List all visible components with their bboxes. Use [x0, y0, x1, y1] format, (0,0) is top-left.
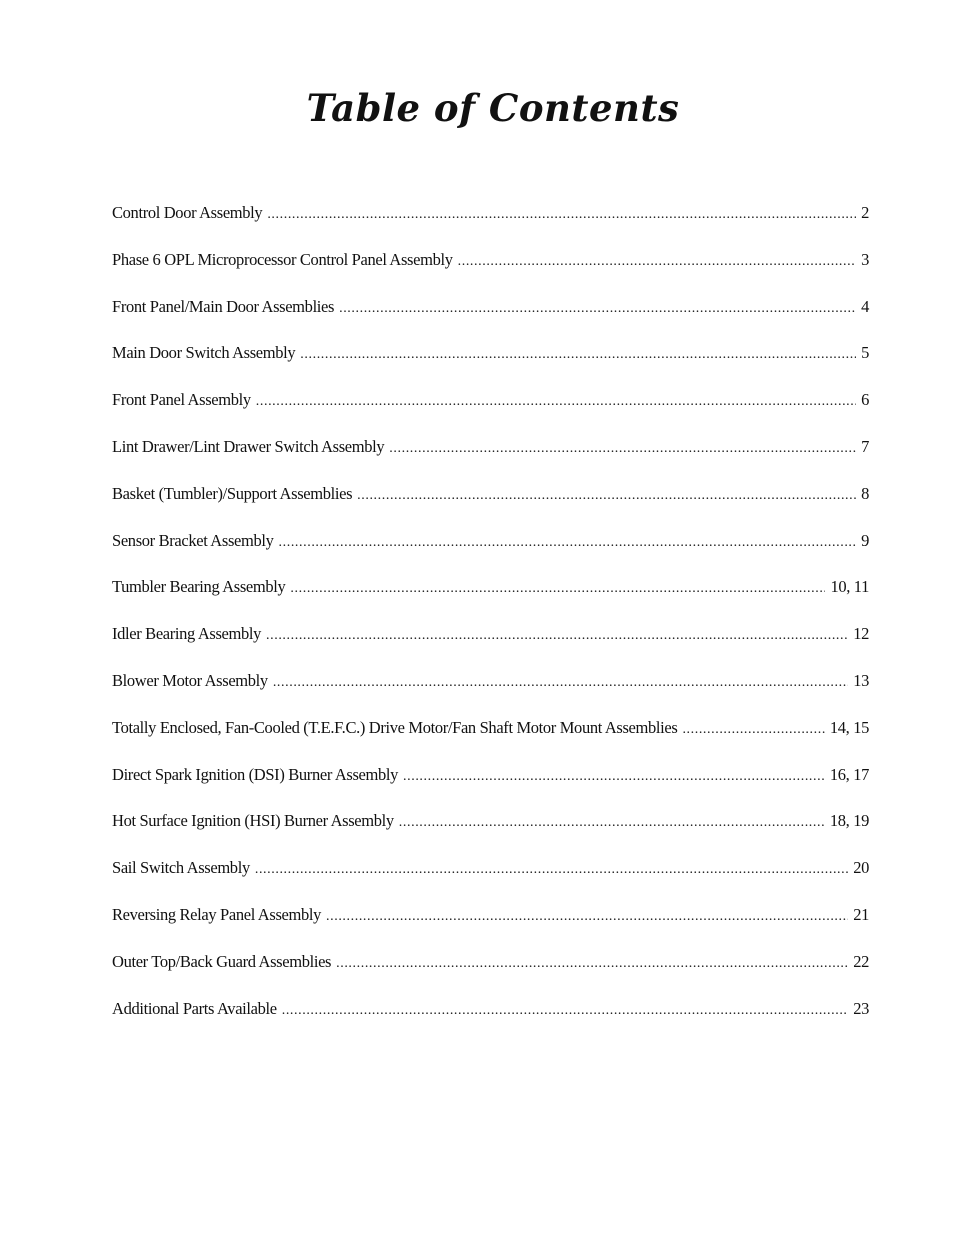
- toc-entry-main-door-switch[interactable]: [112, 343, 869, 390]
- dot-leader: [389, 441, 856, 457]
- toc-entry-page: 8: [861, 483, 869, 503]
- toc-entry-title: Front Panel Assembly: [112, 390, 251, 410]
- dot-leader: [282, 1003, 848, 1019]
- toc-entry-tefc-drive-motor[interactable]: [112, 718, 869, 765]
- dot-leader: [403, 769, 825, 785]
- toc-entry-page: 9: [861, 530, 869, 550]
- toc-entry-title: Lint Drawer/Lint Drawer Switch Assembly: [112, 436, 385, 456]
- toc-entry-title: Sensor Bracket Assembly: [112, 530, 274, 550]
- dot-leader: [339, 301, 856, 317]
- toc-entry-title: Reversing Relay Panel Assembly: [112, 904, 322, 924]
- toc-entry-title: Front Panel/Main Door Assemblies: [112, 296, 335, 316]
- dot-leader: [458, 254, 856, 270]
- toc-entry-title: Additional Parts Available: [112, 998, 277, 1018]
- toc-entry-page: 4: [861, 296, 869, 316]
- toc-entry-idler-bearing[interactable]: [112, 624, 869, 671]
- toc-entry-basket-support[interactable]: [112, 484, 869, 531]
- toc-entry-title: Sail Switch Assembly: [112, 858, 250, 878]
- toc-entry-page: 2: [861, 203, 869, 222]
- toc-entry-title: Control Door Assembly: [112, 203, 263, 222]
- dot-leader: [266, 628, 848, 644]
- toc-entry-front-panel[interactable]: [112, 390, 869, 437]
- dot-leader: [357, 488, 856, 504]
- toc-entry-front-panel-main-door[interactable]: [112, 297, 869, 344]
- toc-entry-title: Direct Spark Ignition (DSI) Burner Assembly: [112, 764, 399, 784]
- dot-leader: [267, 207, 856, 223]
- table-of-contents: [112, 203, 869, 1045]
- toc-entry-sensor-bracket[interactable]: [112, 531, 869, 578]
- dot-leader: [255, 862, 848, 878]
- toc-entry-page: 22: [853, 951, 869, 971]
- toc-entry-title: Blower Motor Assembly: [112, 670, 268, 690]
- toc-entry-page: 6: [861, 390, 869, 410]
- toc-entry-control-door[interactable]: [112, 203, 869, 250]
- dot-leader: [256, 394, 856, 410]
- toc-entry-page: 14, 15: [829, 717, 869, 737]
- toc-entry-lint-drawer[interactable]: [112, 437, 869, 484]
- toc-entry-page: 5: [861, 343, 869, 363]
- toc-entry-title: Tumbler Bearing Assembly: [112, 577, 286, 597]
- toc-entry-page: 7: [861, 436, 869, 456]
- toc-entry-reversing-relay-panel[interactable]: [112, 905, 869, 952]
- toc-entry-title: Outer Top/Back Guard Assemblies: [112, 951, 332, 971]
- toc-entry-additional-parts[interactable]: [112, 999, 869, 1046]
- toc-entry-page: 12: [853, 624, 869, 644]
- toc-entry-page: 18, 19: [829, 811, 869, 831]
- dot-leader: [336, 956, 848, 972]
- toc-entry-title: Idler Bearing Assembly: [112, 624, 262, 644]
- toc-entry-page: 10, 11: [830, 577, 869, 597]
- toc-entry-title: Hot Surface Ignition (HSI) Burner Assembly: [112, 811, 394, 831]
- toc-entry-control-panel[interactable]: [112, 250, 869, 297]
- toc-entry-title: Phase 6 OPL Microprocessor Control Panel Assembly: [112, 249, 453, 269]
- dot-leader: [326, 909, 848, 925]
- toc-entry-page: 3: [861, 249, 869, 269]
- toc-entry-page: 21: [853, 904, 869, 924]
- toc-entry-title: Basket (Tumbler)/Support Assemblies: [112, 483, 353, 503]
- dot-leader: [682, 722, 824, 738]
- toc-entry-tumbler-bearing[interactable]: [112, 577, 869, 624]
- toc-entry-hsi-burner[interactable]: [112, 811, 869, 858]
- dot-leader: [399, 815, 825, 831]
- dot-leader: [300, 347, 856, 363]
- toc-entry-title: Totally Enclosed, Fan-Cooled (T.E.F.C.) Drive Motor/Fan Shaft Motor Mount Assemblies: [112, 717, 678, 737]
- toc-entry-outer-top-back-guard[interactable]: [112, 952, 869, 999]
- toc-entry-page: 16, 17: [829, 764, 869, 784]
- toc-entry-blower-motor[interactable]: [112, 671, 869, 718]
- toc-entry-sail-switch[interactable]: [112, 858, 869, 905]
- toc-entry-page: 13: [853, 670, 869, 690]
- toc-entry-dsi-burner[interactable]: [112, 765, 869, 812]
- toc-entry-page: 20: [853, 858, 869, 878]
- toc-entry-title: Main Door Switch Assembly: [112, 343, 296, 363]
- dot-leader: [273, 675, 848, 691]
- dot-leader: [290, 581, 825, 597]
- dot-leader: [279, 535, 857, 551]
- page-title: Table of Contents: [306, 86, 680, 130]
- toc-entry-page: 23: [853, 998, 869, 1018]
